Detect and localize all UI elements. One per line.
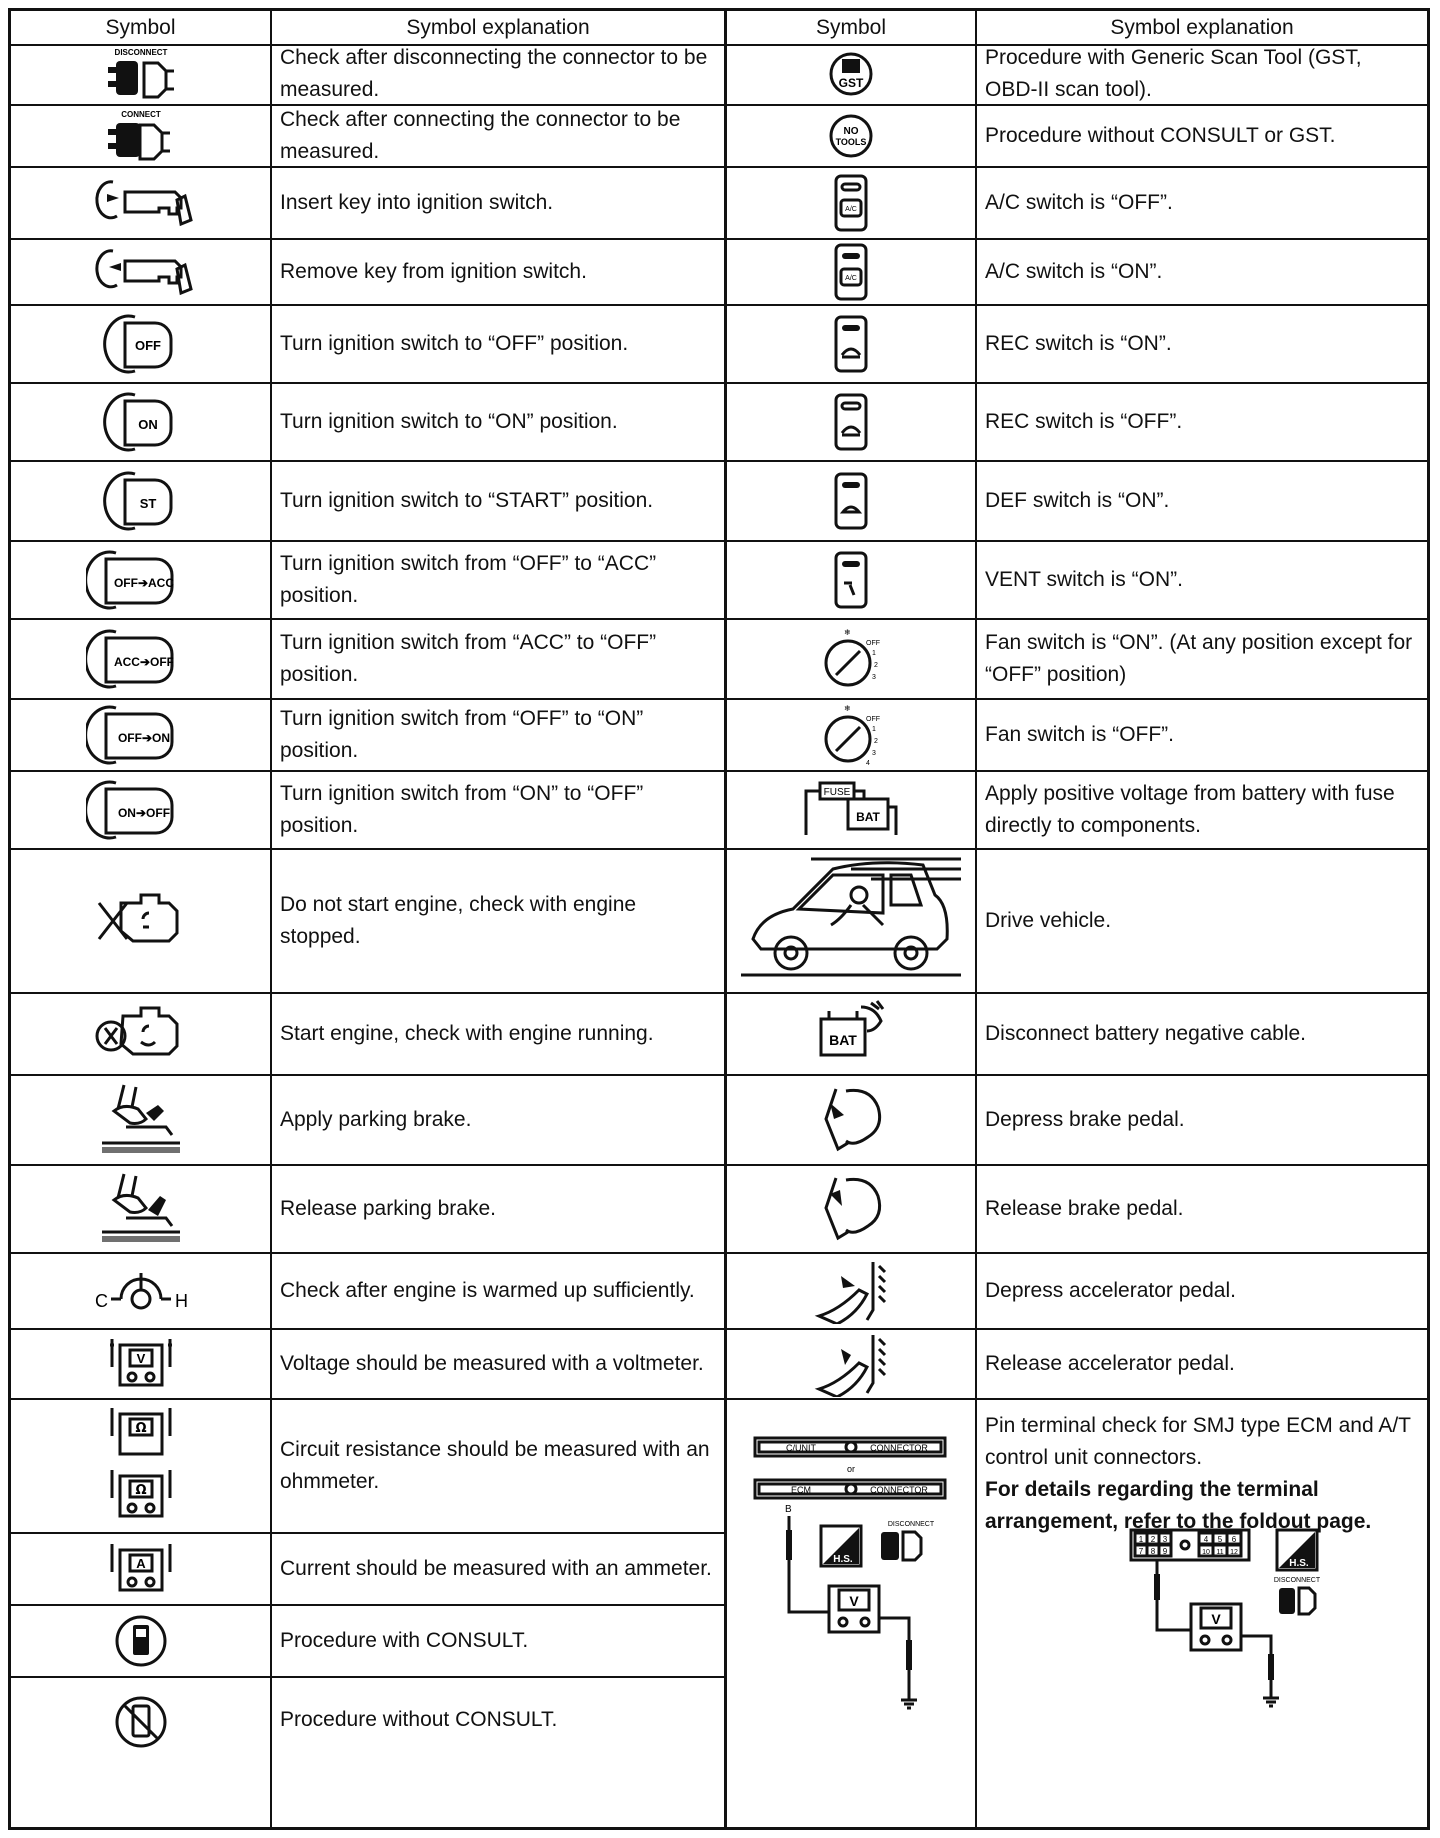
table-row — [11, 44, 724, 106]
row-text: Turn ignition switch to “START” position. — [280, 489, 654, 512]
icon-label: ON — [137, 417, 158, 432]
svg-text:H.S.: H.S. — [1289, 1558, 1309, 1569]
svg-text:1: 1 — [872, 650, 876, 657]
row-text: Apply parking brake. — [280, 1108, 472, 1131]
table-row — [11, 1254, 724, 1330]
ammeter-icon — [11, 1534, 272, 1604]
svg-text:4: 4 — [866, 760, 870, 767]
table-row — [11, 620, 724, 700]
table-row — [727, 850, 1427, 994]
table-row — [727, 462, 1427, 542]
temperature-gauge-icon — [11, 1254, 272, 1328]
svg-text:5: 5 — [1217, 1535, 1223, 1544]
svg-text:6: 6 — [1231, 1535, 1237, 1544]
svg-text:❄: ❄ — [844, 704, 851, 713]
explanation-header: Symbol explanation — [1110, 15, 1294, 39]
table-row — [11, 168, 724, 240]
ignition-off-to-acc-icon — [11, 542, 272, 618]
icon-label: Ω — [134, 1483, 147, 1498]
engine-running-icon — [11, 994, 272, 1074]
row-text: DEF switch is “ON”. — [985, 489, 1170, 512]
table-row — [727, 1400, 1427, 1827]
cunit-label: C/UNIT — [786, 1443, 816, 1453]
row-text: Procedure without CONSULT. — [280, 1708, 558, 1731]
insert-key-icon — [11, 168, 272, 238]
svg-text:11: 11 — [1216, 1549, 1224, 1556]
gauge-label-c: C — [94, 1291, 108, 1311]
connect-connector-icon — [11, 106, 272, 166]
row-text: Start engine, check with engine running. — [280, 1022, 654, 1045]
icon-label: CONNECT — [120, 110, 161, 119]
table-row — [727, 1166, 1427, 1254]
svg-text:2: 2 — [1150, 1535, 1156, 1544]
row-text: Turn ignition switch from “OFF” to “ON” position. — [280, 707, 644, 762]
row-text: Apply positive voltage from battery with fuse directly to components. — [985, 782, 1395, 837]
icon-label: OFF➔ON — [117, 731, 170, 745]
remove-key-icon — [11, 240, 272, 304]
table-row — [727, 1254, 1427, 1330]
row-text: Current should be measured with an ammeter. — [280, 1557, 712, 1580]
table-row — [11, 850, 724, 994]
def-switch-on-icon — [727, 462, 977, 540]
row-text: REC switch is “ON”. — [985, 332, 1172, 355]
symbol-header: Symbol — [815, 15, 887, 39]
voltmeter-icon — [11, 1330, 272, 1398]
row-text: A/C switch is “OFF”. — [985, 191, 1173, 214]
row-text: Remove key from ignition switch. — [280, 260, 587, 283]
row-text: Procedure without CONSULT or GST. — [985, 124, 1336, 147]
table-row — [11, 1330, 724, 1400]
hs-label: H.S. — [833, 1554, 853, 1565]
row-text: Depress brake pedal. — [985, 1108, 1185, 1131]
svg-text:1: 1 — [1138, 1535, 1144, 1544]
icon-label: A — [135, 1556, 146, 1571]
table-row — [11, 772, 724, 850]
icon-label: FUSE — [823, 787, 851, 798]
table-row — [727, 620, 1427, 700]
row-text: Insert key into ignition switch. — [280, 191, 554, 214]
row-text: Check after connecting the connector to be measured. — [280, 108, 681, 163]
ignition-off-to-on-icon — [11, 700, 272, 770]
pin-check-mini-diagram — [985, 1524, 1419, 1714]
row-text: Drive vehicle. — [985, 909, 1112, 932]
row-text: Check after engine is warmed up sufficiently. — [280, 1279, 695, 1302]
row-text: Release parking brake. — [280, 1197, 496, 1220]
table-row — [11, 1534, 724, 1606]
table-row — [11, 1166, 724, 1254]
no-consult-icon — [11, 1678, 272, 1827]
row-text: Disconnect battery negative cable. — [985, 1022, 1307, 1045]
row-text: A/C switch is “ON”. — [985, 260, 1163, 283]
rec-switch-on-icon — [727, 306, 977, 382]
row-text: Depress accelerator pedal. — [985, 1279, 1236, 1302]
table-row — [727, 772, 1427, 850]
or-label: or — [846, 1464, 856, 1474]
ignition-off-icon — [11, 306, 272, 382]
table-row — [727, 240, 1427, 306]
icon-label: GST — [838, 76, 864, 90]
row-text: Turn ignition switch from “OFF” to “ACC” position. — [280, 552, 657, 607]
connector-label: CONNECTOR — [870, 1443, 928, 1453]
svg-text:OFF: OFF — [866, 716, 880, 723]
pin-check-note: For details regarding the terminal arrangement, refer to the foldout page. — [985, 1478, 1372, 1533]
ac-switch-on-icon — [727, 240, 977, 304]
connector-label: CONNECTOR — [870, 1485, 928, 1495]
row-text: Procedure with CONSULT. — [280, 1629, 529, 1652]
symbol-header: Symbol — [105, 15, 176, 39]
table-row — [727, 1076, 1427, 1166]
row-text: Fan switch is “OFF”. — [985, 723, 1175, 746]
row-text: Turn ignition switch to “OFF” position. — [280, 332, 629, 355]
icon-label: A/C — [845, 206, 857, 213]
svg-text:9: 9 — [1162, 1547, 1168, 1556]
release-parking-brake-icon — [11, 1166, 272, 1252]
svg-text:8: 8 — [1150, 1547, 1156, 1556]
consult-icon — [11, 1606, 272, 1676]
release-accelerator-icon — [727, 1330, 977, 1398]
svg-text:2: 2 — [874, 662, 878, 669]
table-row — [727, 384, 1427, 462]
icon-label: DISCONNECT — [114, 48, 167, 57]
table-row — [11, 1606, 724, 1678]
fuse-battery-icon — [727, 772, 977, 848]
svg-text:10: 10 — [1202, 1549, 1210, 1556]
row-text: Turn ignition switch from “ON” to “OFF” position. — [280, 782, 644, 837]
icon-label: BAT — [856, 810, 880, 824]
rec-switch-off-icon — [727, 384, 977, 460]
svg-text:3: 3 — [1162, 1535, 1168, 1544]
no-tools-icon — [727, 106, 977, 166]
svg-text:1: 1 — [872, 726, 876, 733]
right-column — [727, 11, 1427, 1827]
ecm-label: ECM — [791, 1485, 811, 1495]
svg-text:3: 3 — [872, 674, 876, 681]
row-text: Release brake pedal. — [985, 1197, 1184, 1220]
table-row — [11, 462, 724, 542]
pin-check-text — [977, 1400, 1427, 1827]
table-row — [11, 542, 724, 620]
depress-brake-pedal-icon — [727, 1076, 977, 1164]
disconnect-label: DISCONNECT — [887, 1521, 935, 1528]
row-text: Fan switch is “ON”. (At any position except for “OFF” position) — [985, 631, 1413, 686]
row-text: Turn ignition switch to “ON” position. — [280, 410, 618, 433]
icon-label: ON➔OFF — [117, 806, 170, 820]
icon-label: TOOLS — [835, 137, 867, 147]
table-row — [11, 240, 724, 306]
ignition-on-to-off-icon — [11, 772, 272, 848]
row-text: VENT switch is “ON”. — [985, 568, 1183, 591]
row-text: Procedure with Generic Scan Tool (GST, OBD-II scan tool). — [985, 46, 1362, 101]
row-text: Do not start engine, check with engine stopped. — [280, 893, 637, 948]
table-row — [11, 700, 724, 772]
table-row — [11, 1076, 724, 1166]
table-row — [11, 1678, 724, 1827]
battery-disconnect-icon — [727, 994, 977, 1074]
row-text: Check after disconnecting the connector to be measured. — [280, 46, 708, 101]
ignition-start-icon — [11, 462, 272, 540]
ohmmeter-icon — [11, 1400, 272, 1532]
disconnect-connector-icon — [11, 44, 272, 104]
engine-stopped-icon — [11, 850, 272, 992]
drive-vehicle-icon — [727, 850, 977, 992]
table-row — [727, 700, 1427, 772]
fan-switch-on-icon — [727, 620, 977, 698]
ignition-on-icon — [11, 384, 272, 460]
icon-label: NO — [843, 126, 859, 137]
row-text: REC switch is “OFF”. — [985, 410, 1183, 433]
depress-accelerator-icon — [727, 1254, 977, 1328]
vent-switch-on-icon — [727, 542, 977, 618]
apply-parking-brake-icon — [11, 1076, 272, 1164]
row-text: Circuit resistance should be measured with an ohmmeter. — [280, 1438, 710, 1493]
svg-text:4: 4 — [1203, 1535, 1209, 1544]
pin-check-diagram — [727, 1400, 977, 1827]
ac-switch-off-icon — [727, 168, 977, 238]
svg-text:7: 7 — [1138, 1547, 1144, 1556]
table-row — [727, 994, 1427, 1076]
table-row — [11, 306, 724, 384]
right-header — [727, 11, 1427, 46]
table-row — [727, 106, 1427, 168]
left-header — [11, 11, 724, 46]
icon-label: A/C — [845, 275, 857, 282]
b-label: B — [785, 1504, 792, 1515]
table-row — [727, 542, 1427, 620]
svg-text:12: 12 — [1230, 1549, 1238, 1556]
svg-text:❄: ❄ — [844, 628, 851, 637]
symbol-table — [8, 8, 1430, 1830]
icon-label: Ω — [134, 1421, 147, 1436]
row-text: Voltage should be measured with a voltmeter. — [280, 1352, 704, 1375]
table-row — [11, 994, 724, 1076]
row-text: Release accelerator pedal. — [985, 1352, 1235, 1375]
release-brake-pedal-icon — [727, 1166, 977, 1252]
table-row — [727, 44, 1427, 106]
ignition-acc-to-off-icon — [11, 620, 272, 698]
explanation-header: Symbol explanation — [406, 15, 590, 39]
left-column — [11, 11, 727, 1827]
icon-label: ST — [139, 496, 156, 511]
table-row — [727, 168, 1427, 240]
svg-text:3: 3 — [872, 750, 876, 757]
svg-text:OFF: OFF — [866, 640, 880, 647]
icon-label: OFF➔ACC — [113, 576, 174, 590]
table-row — [727, 306, 1427, 384]
table-row — [11, 106, 724, 168]
icon-label: OFF — [134, 338, 161, 353]
table-row — [11, 384, 724, 462]
meter-label: V — [849, 1593, 859, 1609]
pin-check-description: Pin terminal check for SMJ type ECM and A/T control unit connectors. — [985, 1414, 1411, 1469]
row-text: Turn ignition switch from “ACC” to “OFF” position. — [280, 631, 657, 686]
icon-label: ACC➔OFF — [113, 655, 174, 669]
table-row — [727, 1330, 1427, 1400]
gauge-label-h: H — [174, 1291, 188, 1311]
icon-label: BAT — [829, 1032, 857, 1048]
icon-label: V — [136, 1351, 145, 1366]
fan-switch-off-icon — [727, 700, 977, 770]
svg-text:DISCONNECT: DISCONNECT — [1273, 1577, 1321, 1584]
svg-text:2: 2 — [874, 738, 878, 745]
svg-text:V: V — [1211, 1611, 1221, 1627]
gst-scan-tool-icon — [727, 44, 977, 104]
table-row — [11, 1400, 724, 1534]
